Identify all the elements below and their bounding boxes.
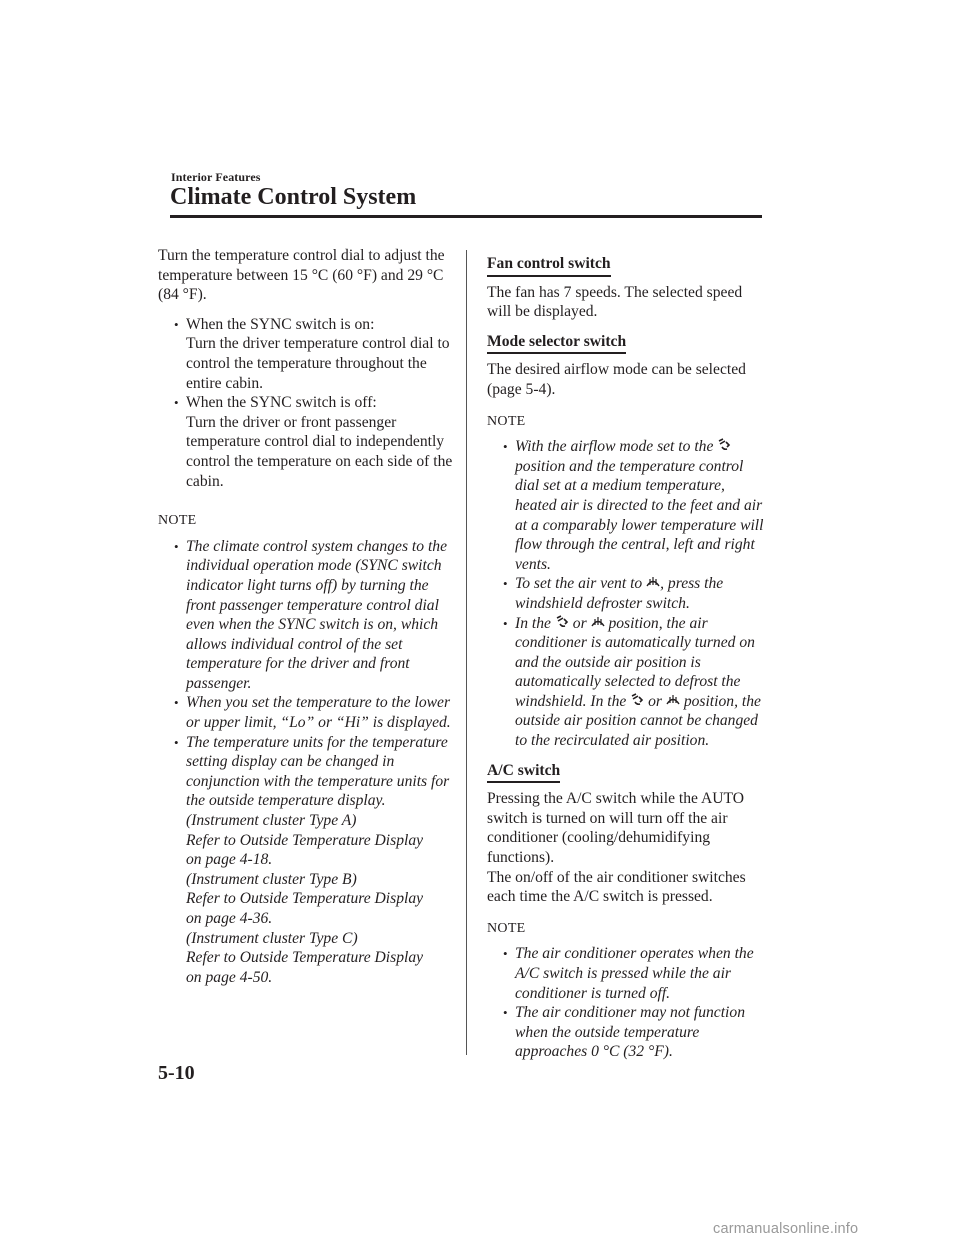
bullet-lead: When the SYNC switch is on:: [186, 315, 375, 333]
list-item: [487, 437, 769, 574]
note-text: or: [572, 614, 587, 632]
defroster-icon: [666, 693, 680, 707]
top-rule: [170, 215, 762, 218]
note-text: or: [648, 692, 662, 710]
cluster-ref-link[interactable]: Refer to Outside Temperature Display: [186, 949, 424, 967]
defroster-icon: [646, 575, 660, 589]
note-text: The temperature units for the temperature setting display can be changed in conjunction with the temperature units for the outside temperature display.: [186, 733, 450, 810]
defroster-icon: [591, 615, 605, 629]
note-text: With the airflow mode set to the: [515, 438, 714, 456]
note-label: NOTE: [487, 920, 526, 936]
mode-text: The desired airflow mode can be selected (page 5-4).: [487, 361, 746, 398]
cluster-type: (Instrument cluster Type A): [186, 812, 357, 830]
list-item: [158, 315, 454, 393]
mode-heading: Mode selector switch: [487, 332, 626, 355]
watermark[interactable]: carmanualsonline.info: [713, 1221, 859, 1237]
note-text: The air conditioner operates when the A/C switch is pressed while the air conditioner is turned off.: [515, 945, 754, 1002]
ac-text: Pressing the A/C switch while the AUTO switch is turned on will turn off the air conditioner (cooling/dehumidifying functions).: [487, 790, 744, 867]
list-item: [487, 944, 769, 1003]
foot-windshield-icon: [630, 693, 644, 707]
list-item: [487, 574, 769, 613]
list-item: [158, 393, 454, 491]
bullet-icon: •: [174, 538, 179, 554]
fan-heading: Fan control switch: [487, 254, 611, 277]
cluster-ref-page: on page 4-18.: [186, 851, 273, 869]
bullet-icon: •: [174, 695, 179, 711]
right-column: [487, 254, 769, 1072]
foot-windshield-icon: [555, 615, 569, 629]
list-item: [158, 537, 454, 694]
note-text: When you set the temperature to the lower or upper limit, “Lo” or “Hi” is displayed.: [186, 694, 451, 732]
list-item: [487, 1003, 769, 1062]
foot-windshield-icon: [717, 438, 731, 452]
mode-note-list: [487, 437, 769, 751]
note-label: NOTE: [158, 513, 197, 529]
fan-text: The fan has 7 speeds. The selected speed will be displayed.: [487, 283, 743, 321]
note-text: position, the air conditioner is automatically turned on and the outside air position is automatically selected to defrost the windshield. In the: [515, 614, 755, 710]
note-text: position and the temperature control dial set at a medium temperature, heated air is directed to the feet and air at a comparably lower temperature will flow through the central, left and right vents.: [515, 457, 764, 573]
bullet-icon: •: [503, 439, 508, 455]
cluster-type: (Instrument cluster Type C): [186, 929, 358, 947]
cluster-ref-page: on page 4-36.: [186, 910, 273, 927]
cluster-ref-link[interactable]: Refer to Outside Temperature Display: [186, 831, 424, 849]
list-item: [158, 693, 454, 732]
cluster-type: (Instrument cluster Type B): [186, 870, 357, 888]
ac-note-list: [487, 944, 769, 1062]
note-text: , press the windshield defroster switch.: [515, 575, 724, 612]
note-text: To set the air vent to: [515, 575, 643, 593]
ac-heading: A/C switch: [487, 761, 560, 784]
left-column: [158, 246, 454, 997]
note-text: In the: [515, 614, 551, 632]
bullet-icon: •: [174, 316, 179, 332]
bullet-text: Turn the driver temperature control dial to control the temperature throughout the entire cabin.: [186, 335, 450, 392]
note-list: [158, 537, 454, 988]
intro-paragraph: Turn the temperature control dial to adjust the temperature between 15 °C (60 °F) and 29 °C (84 °F).: [158, 247, 445, 304]
bullet-lead: When the SYNC switch is off:: [186, 394, 377, 412]
list-item: [158, 733, 454, 988]
page-title: Climate Control System: [170, 184, 417, 210]
bullet-icon: •: [174, 395, 179, 411]
note-text: position, the outside air position cannot be changed to the recirculated air position.: [515, 692, 761, 750]
column-divider: [466, 250, 467, 1055]
bullet-icon: •: [503, 946, 508, 962]
cluster-ref-link[interactable]: Refer to Outside Temperature Display: [186, 890, 424, 908]
bullet-icon: •: [503, 576, 508, 592]
bullet-icon: •: [503, 615, 508, 631]
sync-bullet-list: [158, 315, 454, 491]
cluster-ref-page: on page 4-50.: [186, 968, 273, 986]
bullet-icon: •: [503, 1005, 508, 1021]
list-item: [487, 614, 769, 751]
section-label: Interior Features: [171, 170, 261, 184]
ac-text: The on/off of the air conditioner switches each time the A/C switch is pressed.: [487, 868, 746, 906]
bullet-text: Turn the driver or front passenger temperature control dial to independently control the temperature on each side of the cabin.: [186, 413, 453, 490]
page-number: 5-10: [158, 1062, 195, 1084]
note-text: The climate control system changes to the individual operation mode (SYNC switch indicator light turns off) by turning the front passenger temperature control dial even when the SYNC switch is on, which allows individual control of the set temperature for the driver and front passenger.: [186, 537, 447, 692]
note-label: NOTE: [487, 413, 526, 429]
note-text: The air conditioner may not function when the outside temperature approaches 0 °C (32 °F).: [515, 1004, 745, 1061]
bullet-icon: •: [174, 734, 179, 750]
